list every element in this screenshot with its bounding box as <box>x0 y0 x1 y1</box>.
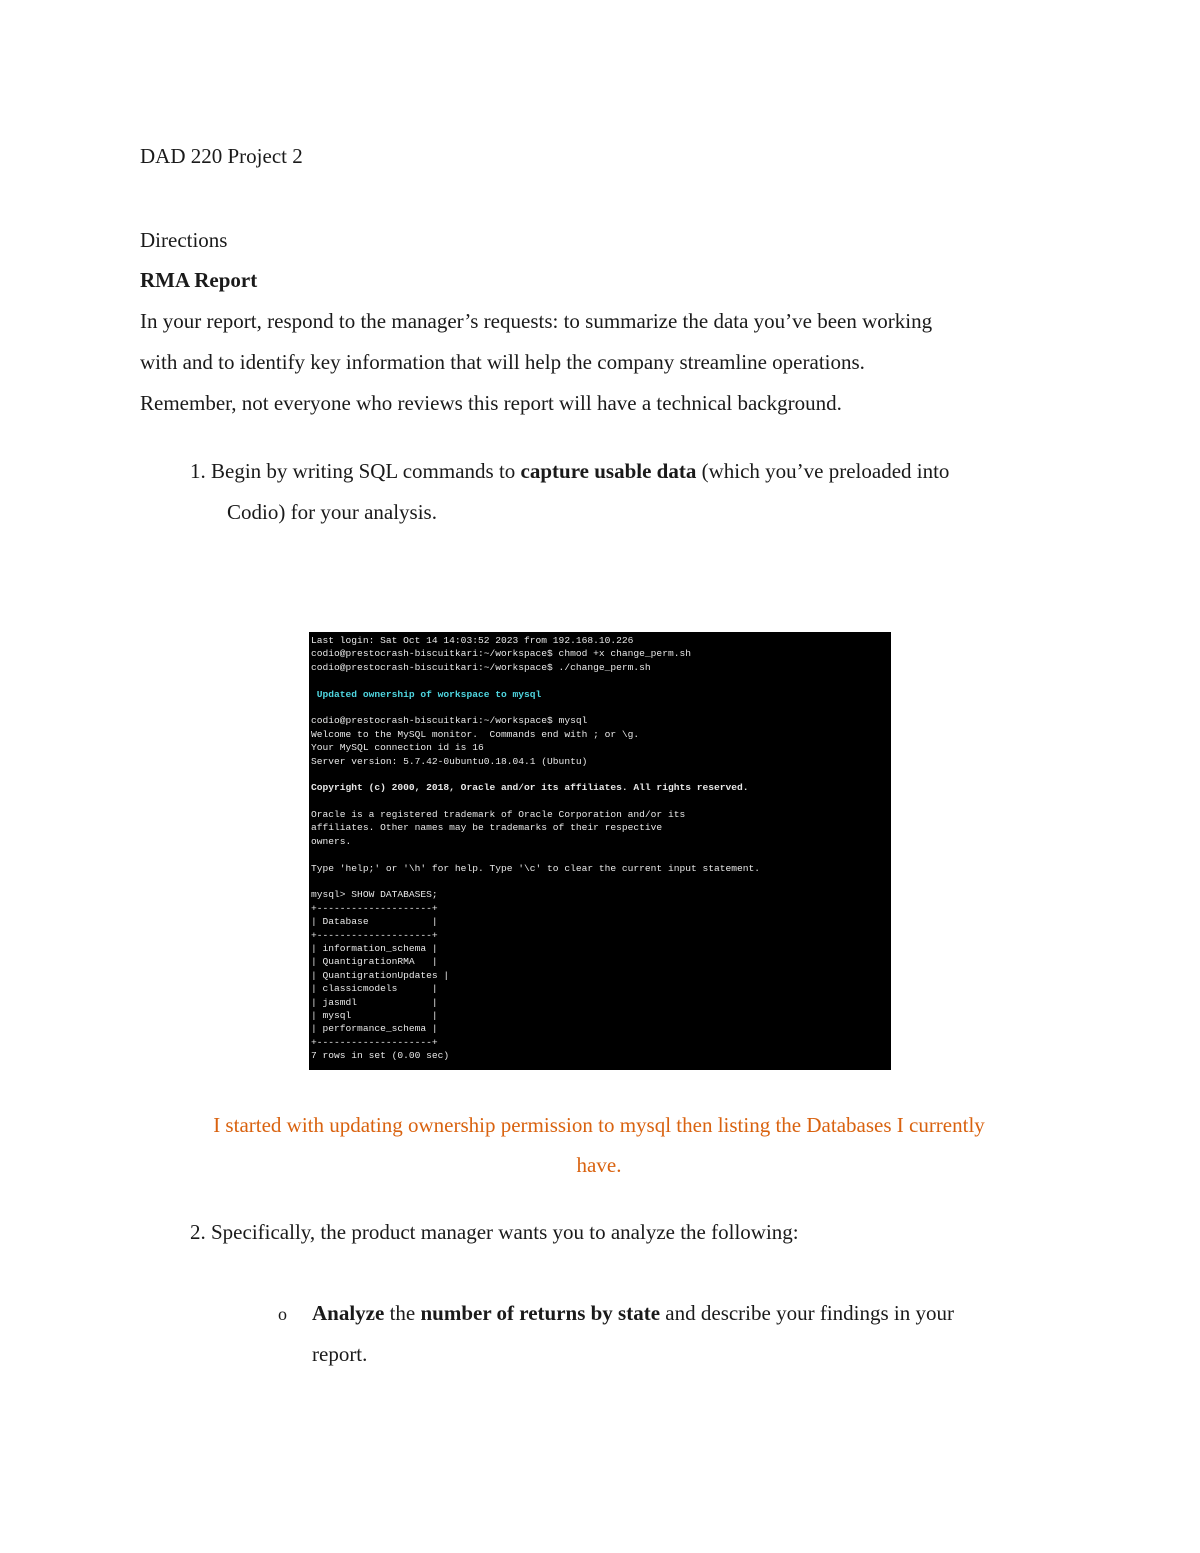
terminal-line: | performance_schema | <box>311 1023 438 1035</box>
terminal-line <box>311 875 889 888</box>
terminal-line: 7 rows in set (0.00 sec) <box>311 1050 450 1062</box>
bullet-text-2: and describe your findings in your <box>660 1301 954 1325</box>
terminal-line: | Database | <box>311 916 438 928</box>
terminal-line: Type 'help;' or '\h' for help. Type '\c' to clear the current input statement. <box>311 862 761 874</box>
bullet-marker: o <box>278 1304 287 1324</box>
list-item-2-number: 2. <box>190 1220 206 1244</box>
list-item-1-number: 1. <box>190 459 206 483</box>
terminal-line: codio@prestocrash-biscuitkari:~/workspace$ mysql <box>311 715 588 727</box>
terminal-line: mysql> SHOW DATABASES; <box>311 889 438 901</box>
directions-label: Directions <box>140 228 228 252</box>
terminal-screenshot <box>309 632 891 1070</box>
caption-line-2: have. <box>576 1153 622 1177</box>
terminal-line: | QuantigrationUpdates | <box>311 969 450 981</box>
terminal-line: codio@prestocrash-biscuitkari:~/workspace$ ./change_perm.sh <box>311 661 651 673</box>
terminal-line: | mysql | <box>311 1009 438 1021</box>
terminal-line <box>311 848 889 861</box>
terminal-line: +--------------------+ <box>311 1036 438 1048</box>
terminal-line: owners. <box>311 835 352 847</box>
terminal-line: Server version: 5.7.42-0ubuntu0.18.04.1 (Ubuntu) <box>311 755 588 767</box>
document-title: DAD 220 Project 2 <box>140 144 303 168</box>
intro-line-2: with and to identify key information that will help the company streamline operations. <box>140 350 865 374</box>
list-item-1-continuation: Codio) for your analysis. <box>227 500 437 524</box>
bullet-item-1-continuation: report. <box>312 1342 368 1366</box>
terminal-line: | QuantigrationRMA | <box>311 956 438 968</box>
list-item-2-text: Specifically, the product manager wants you to analyze the following: <box>211 1220 799 1244</box>
bullet-item-1 <box>312 1293 954 1334</box>
terminal-line: +--------------------+ <box>311 902 438 914</box>
terminal-line: Welcome to the MySQL monitor. Commands end with ; or \g. <box>311 728 640 740</box>
terminal-line: Your MySQL connection id is 16 <box>311 742 484 754</box>
caption-line-1: I started with updating ownership permission to mysql then listing the Databases I currently <box>213 1113 985 1137</box>
intro-line-3: Remember, not everyone who reviews this report will have a technical background. <box>140 391 842 415</box>
terminal-line: | information_schema | <box>311 942 438 954</box>
terminal-line: affiliates. Other names may be trademarks of their respective <box>311 822 663 834</box>
terminal-line: | jasmdl | <box>311 996 438 1008</box>
terminal-line: codio@prestocrash-biscuitkari:~/workspace$ chmod +x change_perm.sh <box>311 648 691 660</box>
terminal-line: | classicmodels | <box>311 983 438 995</box>
terminal-line: Copyright (c) 2000, 2018, Oracle and/or its affiliates. All rights reserved. <box>311 782 749 794</box>
bullet-text-1: the <box>384 1301 421 1325</box>
list-item-1-text-after: (which you’ve preloaded into <box>696 459 950 483</box>
section-heading: RMA Report <box>140 268 258 292</box>
terminal-line <box>311 674 889 687</box>
terminal-line: Last login: Sat Oct 14 14:03:52 2023 from 192.168.10.226 <box>311 635 634 646</box>
terminal-line <box>311 768 889 781</box>
terminal-line <box>311 795 889 808</box>
list-item-1 <box>190 451 949 492</box>
terminal-line <box>311 701 889 714</box>
list-item-1-bold: capture usable data <box>520 459 697 483</box>
terminal-line: Oracle is a registered trademark of Oracle Corporation and/or its <box>311 809 686 821</box>
list-item-2 <box>190 1212 799 1253</box>
list-item-1-text-before: Begin by writing SQL commands to <box>211 459 521 483</box>
bullet-bold-2: number of returns by state <box>420 1301 661 1325</box>
intro-line-1: In your report, respond to the manager’s requests: to summarize the data you’ve been working <box>140 309 933 333</box>
terminal-line: +--------------------+ <box>311 929 438 941</box>
bullet-bold-1: Analyze <box>312 1301 385 1325</box>
terminal-line-highlight: Updated ownership of workspace to mysql <box>311 688 542 700</box>
